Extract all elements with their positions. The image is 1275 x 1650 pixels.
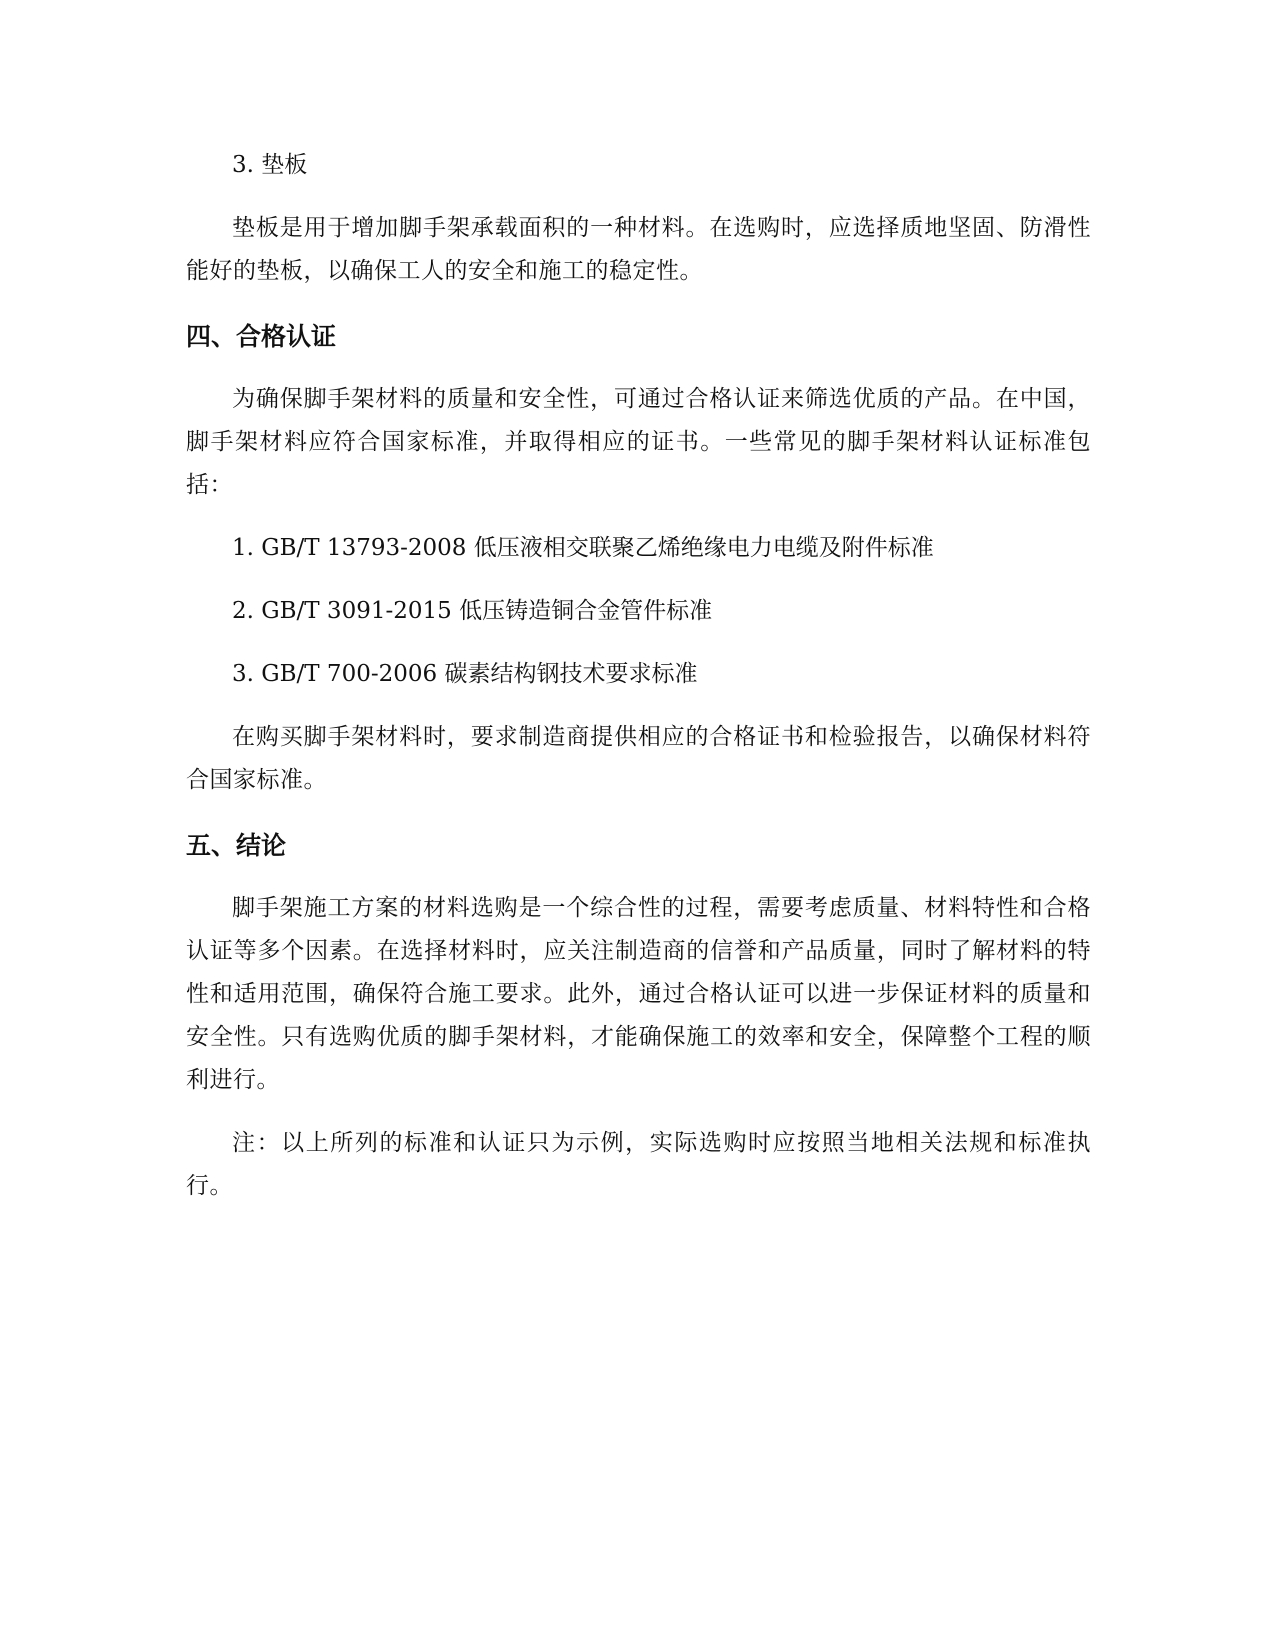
standard-item-2: 2. GB/T 3091-2015 低压铸造铜合金管件标准 [232, 598, 713, 624]
spacer [186, 187, 1091, 207]
note-paragraph: 注：以上所列的标准和认证只为示例，实际选购时应按照当地相关法规和标准执行。 [186, 1130, 1091, 1199]
spacer [186, 507, 1091, 527]
spacer [186, 696, 1091, 716]
spacer [186, 867, 1091, 887]
certification-intro-paragraph: 为确保脚手架材料的质量和安全性，可通过合格认证来筛选优质的产品。在中国，脚手架材料应符合国家标准，并取得相应的证书。一些常见的脚手架材料认证标准包括： [186, 386, 1091, 498]
conclusion-paragraph: 脚手架施工方案的材料选购是一个综合性的过程，需要考虑质量、材料特性和合格认证等多个因素。在选择材料时，应关注制造商的信誉和产品质量，同时了解材料的特性和适用范围，确保符合施工要求。此外，通过合格认证可以进一步保证材料的质量和安全性。只有选购优质的脚手架材料，才能确保施工的效率和安全，保障整个工程的顺利进行。 [186, 895, 1091, 1093]
spacer [186, 1102, 1091, 1122]
pad-board-paragraph: 垫板是用于增加脚手架承载面积的一种材料。在选购时，应选择质地坚固、防滑性能好的垫板，以确保工人的安全和施工的稳定性。 [186, 215, 1091, 284]
section-4-heading: 四、合格认证 [186, 322, 337, 351]
section-5-heading: 五、结论 [186, 831, 287, 860]
spacer [186, 358, 1091, 378]
spacer [186, 570, 1091, 590]
standard-item-3: 3. GB/T 700-2006 碳素结构钢技术要求标准 [232, 661, 698, 687]
spacer [186, 293, 1091, 315]
purchase-certificate-paragraph: 在购买脚手架材料时，要求制造商提供相应的合格证书和检验报告，以确保材料符合国家标准。 [186, 724, 1091, 793]
spacer [186, 802, 1091, 824]
spacer [186, 633, 1091, 653]
standard-item-1: 1. GB/T 13793-2008 低压液相交联聚乙烯绝缘电力电缆及附件标准 [232, 535, 934, 561]
document-body [186, 144, 1091, 1208]
subheading-3-pad-board: 3. 垫板 [232, 152, 308, 178]
